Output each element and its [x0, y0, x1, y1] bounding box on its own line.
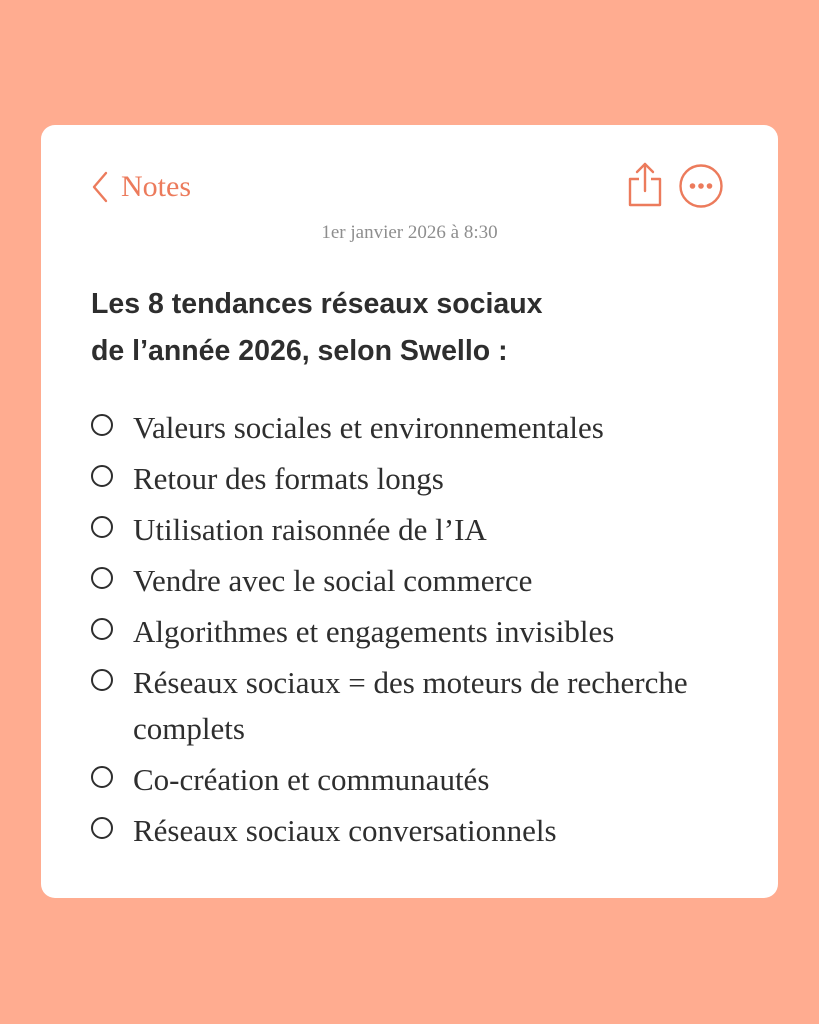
- back-label: Notes: [121, 170, 191, 203]
- checklist-item: [91, 660, 761, 752]
- checklist-item: [91, 609, 761, 655]
- checklist-item: [91, 507, 761, 553]
- checklist-item-text[interactable]: Réseaux sociaux conversationnels: [133, 813, 557, 848]
- chevron-left-icon: [89, 169, 111, 205]
- checklist-item-text[interactable]: Vendre avec le social commerce: [133, 563, 533, 598]
- checkbox[interactable]: [91, 669, 113, 691]
- checkbox[interactable]: [91, 465, 113, 487]
- checklist-item-text[interactable]: Retour des formats longs: [133, 461, 444, 496]
- back-button[interactable]: [89, 169, 191, 205]
- note-card: [41, 125, 778, 898]
- more-icon[interactable]: [678, 163, 724, 209]
- checkbox[interactable]: [91, 414, 113, 436]
- checklist-item-text[interactable]: Utilisation raisonnée de l’IA: [133, 512, 487, 547]
- checkbox[interactable]: [91, 516, 113, 538]
- checklist-item-text[interactable]: Valeurs sociales et environnementales: [133, 410, 604, 445]
- note-title-line: de l’année 2026, selon Swello :: [91, 335, 508, 367]
- note-title-line: Les 8 tendances réseaux sociaux: [91, 288, 543, 320]
- checklist-item-text[interactable]: Co-création et communautés: [133, 762, 490, 797]
- checkbox[interactable]: [91, 766, 113, 788]
- checklist-item-text[interactable]: Algorithmes et engagements invisibles: [133, 614, 615, 649]
- checklist-item: [91, 456, 761, 502]
- checklist-item: [91, 558, 761, 604]
- share-icon[interactable]: [626, 161, 664, 207]
- checklist-item: [91, 757, 761, 803]
- checkbox[interactable]: [91, 618, 113, 640]
- checklist-item: [91, 405, 761, 451]
- note-title[interactable]: [91, 281, 731, 375]
- checklist-item: [91, 808, 761, 854]
- checklist: [91, 405, 761, 859]
- note-date: 1er janvier 2026 à 8:30: [321, 222, 498, 243]
- checkbox[interactable]: [91, 567, 113, 589]
- checklist-item-text[interactable]: Réseaux sociaux = des moteurs de recherche complets: [133, 665, 688, 746]
- checkbox[interactable]: [91, 817, 113, 839]
